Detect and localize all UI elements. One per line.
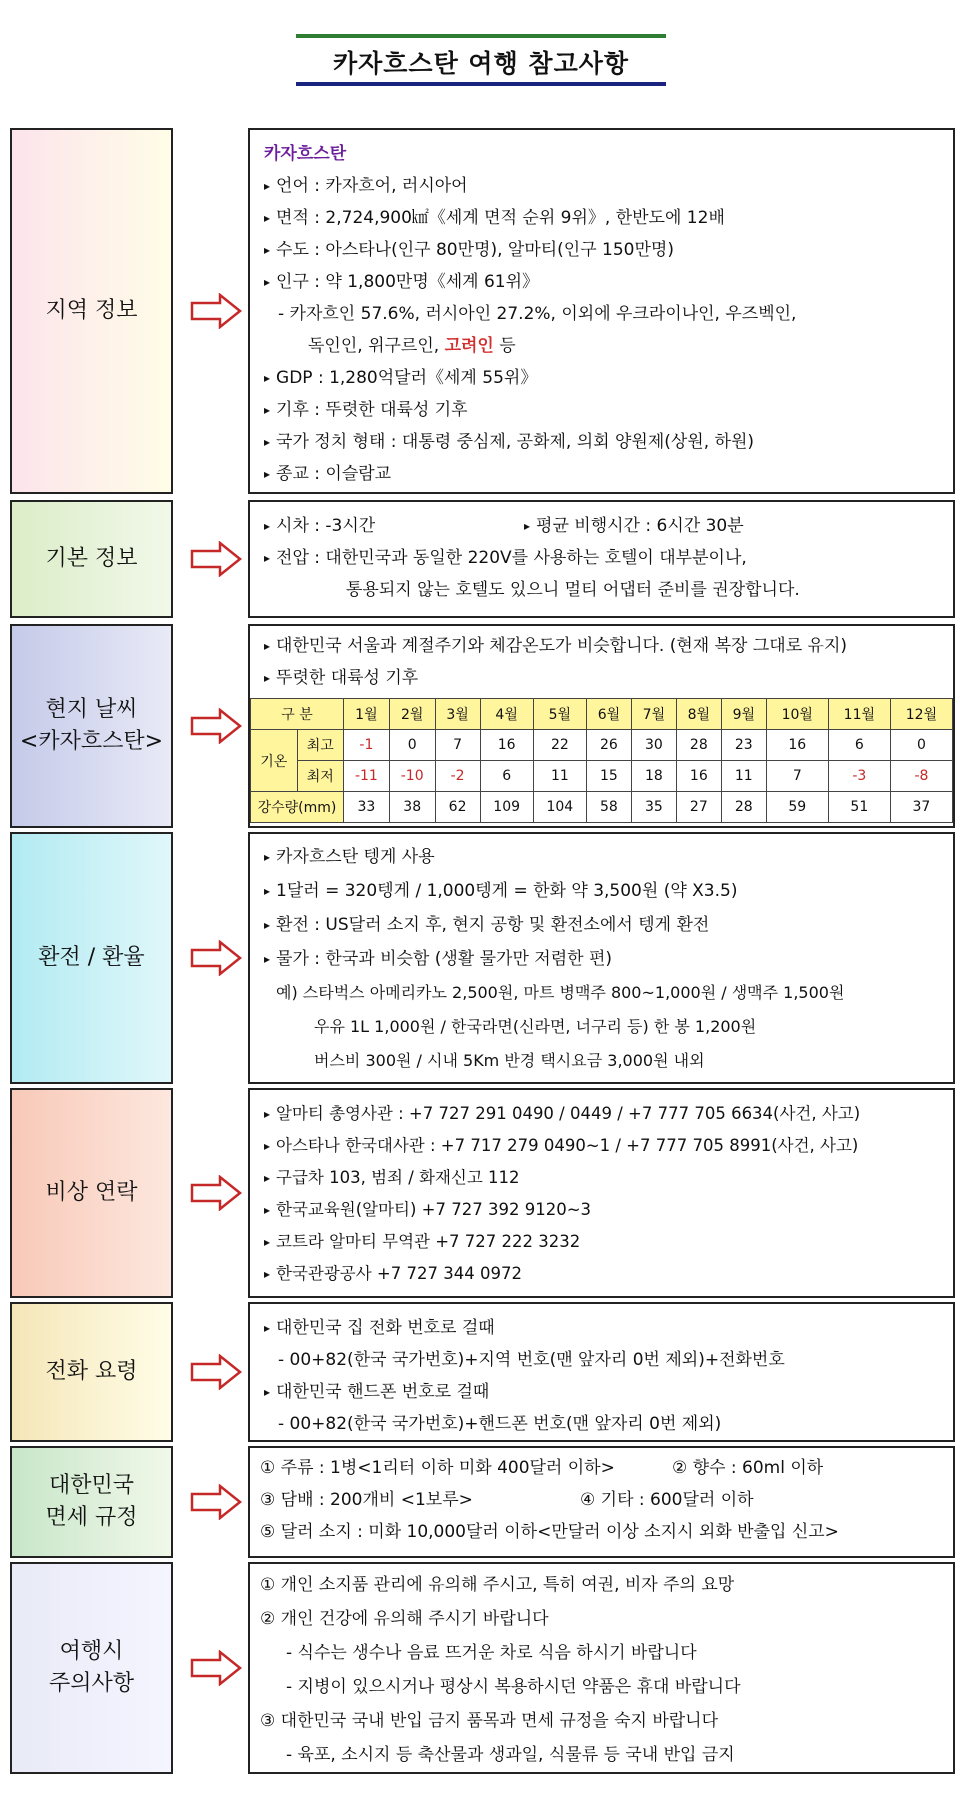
section-label-caution: 여행시 주의사항 — [10, 1562, 173, 1774]
emergency-tourism: ▸ 한국관광공사 +7 727 344 0972 — [264, 1258, 943, 1290]
ethnic-text-c: 등 — [499, 336, 516, 356]
region-climate: ▸ 기후 : 뚜렷한 대륙성 기후 — [264, 394, 943, 426]
min-cell: 18 — [631, 761, 676, 792]
ethnic-text-a: 독인인, 위구르인, — [308, 336, 440, 356]
max-cell: -1 — [344, 730, 390, 761]
min-cell: 6 — [480, 761, 533, 792]
rain-cell: 59 — [766, 792, 828, 823]
max-cell: 26 — [586, 730, 631, 761]
duty-perfume: ② 향수 : 60ml 이하 — [672, 1458, 824, 1478]
rain-cell: 104 — [533, 792, 586, 823]
section-label-emergency: 비상 연락 — [10, 1088, 173, 1298]
weather-col-label: 구 분 — [251, 699, 344, 730]
duty-tobacco: ③ 담배 : 200개비 <1보루> — [260, 1490, 473, 1510]
section-label-weather: 현지 날씨 <카자흐스탄> — [10, 624, 173, 828]
page-title-block — [296, 34, 666, 86]
rain-cell: 33 — [344, 792, 390, 823]
month-header: 5월 — [533, 699, 586, 730]
max-cell: 30 — [631, 730, 676, 761]
rain-cell: 58 — [586, 792, 631, 823]
basic-time-row — [264, 510, 943, 542]
month-header: 3월 — [435, 699, 480, 730]
basic-voltage-line2: 통용되지 않는 호텔도 있으니 멀티 어댑터 준비를 권장합니다. — [346, 580, 800, 600]
temp-label: 기온 — [251, 730, 298, 792]
weather-line1: ▸ 대한민국 서울과 계절주기와 체감온도가 비슷합니다. (현재 복장 그대로 유지) — [264, 630, 943, 662]
caution-medicine: - 지병이 있으시거나 평상시 복용하시던 약품은 휴대 바랍니다 — [286, 1677, 741, 1697]
basic-time-difference: ▸ 시차 : -3시간 — [264, 510, 524, 542]
rain-cell: 62 — [435, 792, 480, 823]
duty-alcohol: ① 주류 : 1병<1리터 이하 미화 400달러 이하> — [260, 1458, 615, 1478]
rain-cell: 109 — [480, 792, 533, 823]
arrow-right-icon — [190, 940, 242, 976]
section-content-weather — [248, 624, 955, 828]
section-weather — [10, 624, 955, 828]
weather-max-row — [251, 730, 953, 761]
rain-cell: 37 — [890, 792, 952, 823]
rain-cell: 28 — [721, 792, 766, 823]
duty-row1 — [260, 1452, 943, 1484]
emergency-kotra: ▸ 코트라 알마티 무역관 +7 727 222 3232 — [264, 1226, 943, 1258]
phone-mobile-format: - 00+82(한국 국가번호)+핸드폰 번호(맨 앞자리 0번 제외) — [278, 1414, 722, 1434]
min-cell: 15 — [586, 761, 631, 792]
phone-landline-format: - 00+82(한국 국가번호)+지역 번호(맨 앞자리 0번 제외)+전화번호 — [278, 1350, 785, 1370]
rain-cell: 38 — [389, 792, 435, 823]
min-cell: -3 — [828, 761, 890, 792]
month-header: 6월 — [586, 699, 631, 730]
arrow-right-icon — [190, 708, 242, 744]
arrow-right-icon — [190, 1354, 242, 1390]
weather-line2: ▸ 뚜렷한 대륙성 기후 — [264, 662, 943, 694]
title-bottom-rule — [296, 82, 666, 86]
region-gdp: ▸ GDP : 1,280억달러《세계 55위》 — [264, 362, 943, 394]
basic-flight-time: ▸ 평균 비행시간 : 6시간 30분 — [524, 516, 744, 536]
month-header: 2월 — [389, 699, 435, 730]
max-cell: 7 — [435, 730, 480, 761]
section-duty-free — [10, 1446, 955, 1558]
title-top-rule — [296, 34, 666, 38]
section-phone — [10, 1302, 955, 1442]
min-cell: 11 — [721, 761, 766, 792]
caution-health: ② 개인 건강에 유의해 주시기 바랍니다 — [260, 1609, 549, 1629]
month-header: 11월 — [828, 699, 890, 730]
section-content-basic — [248, 500, 955, 618]
exchange-example2: 우유 1L 1,000원 / 한국라면(신라면, 너구리 등) 한 봉 1,200원 — [314, 1017, 757, 1036]
min-cell: 11 — [533, 761, 586, 792]
max-cell: 22 — [533, 730, 586, 761]
exchange-example1: 예) 스타벅스 아메리카노 2,500원, 마트 병맥주 800~1,000원 / 생맥주 1,500원 — [276, 983, 845, 1002]
rain-label: 강수량(mm) — [251, 792, 344, 823]
max-cell: 6 — [828, 730, 890, 761]
min-cell: -10 — [389, 761, 435, 792]
caution-customs: ③ 대한민국 국내 반입 금지 품목과 면세 규정을 숙지 바랍니다 — [260, 1711, 719, 1731]
min-cell: 7 — [766, 761, 828, 792]
max-cell: 16 — [766, 730, 828, 761]
weather-header-row — [251, 699, 953, 730]
region-government: ▸ 국가 정치 형태 : 대통령 중심제, 공화제, 의회 양원제(상원, 하원) — [264, 426, 943, 458]
phone-landline-heading: ▸ 대한민국 집 전화 번호로 걸때 — [264, 1312, 943, 1344]
section-content-exchange — [248, 832, 955, 1084]
max-cell: 0 — [890, 730, 952, 761]
arrow-right-icon — [190, 541, 242, 577]
section-label-duty-free: 대한민국 면세 규정 — [10, 1446, 173, 1558]
section-content-region — [248, 128, 955, 494]
month-header: 4월 — [480, 699, 533, 730]
max-cell: 0 — [389, 730, 435, 761]
arrow-right-icon — [190, 1175, 242, 1211]
region-religion: ▸ 종교 : 이슬람교 — [264, 458, 943, 490]
phone-mobile-heading: ▸ 대한민국 핸드폰 번호로 걸때 — [264, 1376, 943, 1408]
exchange-line4: ▸ 물가 : 한국과 비슷함 (생활 물가만 저렴한 편) — [264, 942, 943, 976]
duty-cash: ⑤ 달러 소지 : 미화 10,000달러 이하<만달러 이상 소지시 외화 반출입 신고> — [260, 1522, 839, 1542]
caution-belongings: ① 개인 소지품 관리에 유의해 주시고, 특히 여권, 비자 주의 요망 — [260, 1575, 735, 1595]
section-content-emergency — [248, 1088, 955, 1298]
min-cell: -8 — [890, 761, 952, 792]
caution-water: - 식수는 생수나 음료 뜨거운 차로 식음 하시기 바랍니다 — [286, 1643, 697, 1663]
section-label-basic: 기본 정보 — [10, 500, 173, 618]
duty-other: ④ 기타 : 600달러 이하 — [580, 1490, 754, 1510]
region-language: ▸ 언어 : 카자흐어, 러시아어 — [264, 170, 943, 202]
min-label: 최저 — [297, 761, 344, 792]
arrow-right-icon — [190, 1484, 242, 1520]
month-header: 9월 — [721, 699, 766, 730]
section-content-duty-free — [248, 1446, 955, 1558]
region-ethnic-line1: - 카자흐인 57.6%, 러시아인 27.2%, 이외에 우크라이나인, 우즈벡인, — [278, 304, 797, 324]
region-ethnic-line2 — [264, 330, 943, 362]
section-content-caution — [248, 1562, 955, 1774]
month-header: 7월 — [631, 699, 676, 730]
emergency-astana-embassy: ▸ 아스타나 한국대사관 : +7 717 279 0490~1 / +7 777 705 8991(사건, 사고) — [264, 1130, 943, 1162]
rain-cell: 51 — [828, 792, 890, 823]
caution-prohibited-items: - 육포, 소시지 등 축산물과 생과일, 식물류 등 국내 반입 금지 — [286, 1745, 735, 1765]
min-cell: -11 — [344, 761, 390, 792]
emergency-ambulance: ▸ 구급차 103, 범죄 / 화재신고 112 — [264, 1162, 943, 1194]
exchange-line3: ▸ 환전 : US달러 소지 후, 현지 공항 및 환전소에서 텡게 환전 — [264, 908, 943, 942]
exchange-line1: ▸ 카자흐스탄 텡게 사용 — [264, 840, 943, 874]
month-header: 10월 — [766, 699, 828, 730]
emergency-education-center: ▸ 한국교육원(알마티) +7 727 392 9120~3 — [264, 1194, 943, 1226]
max-cell: 23 — [721, 730, 766, 761]
min-cell: 16 — [676, 761, 721, 792]
section-label-phone: 전화 요령 — [10, 1302, 173, 1442]
region-area: ▸ 면적 : 2,724,900㎢《세계 면적 순위 9위》, 한반도에 12배 — [264, 202, 943, 234]
duty-row2 — [260, 1484, 943, 1516]
page-title: 카자흐스탄 여행 참고사항 — [332, 49, 630, 78]
weather-rain-row — [251, 792, 953, 823]
max-label: 최고 — [297, 730, 344, 761]
section-label-region: 지역 정보 — [10, 128, 173, 494]
section-basic — [10, 500, 955, 618]
month-header: 8월 — [676, 699, 721, 730]
month-header: 1월 — [344, 699, 390, 730]
ethnic-highlight-goryeoin: 고려인 — [444, 336, 494, 356]
arrow-right-icon — [190, 293, 242, 329]
section-exchange — [10, 832, 955, 1084]
rain-cell: 27 — [676, 792, 721, 823]
min-cell: -2 — [435, 761, 480, 792]
rain-cell: 35 — [631, 792, 676, 823]
month-header: 12월 — [890, 699, 952, 730]
section-content-phone — [248, 1302, 955, 1442]
section-region — [10, 128, 955, 494]
weather-table — [250, 698, 953, 823]
region-capital: ▸ 수도 : 아스타나(인구 80만명), 알마티(인구 150만명) — [264, 234, 943, 266]
arrow-right-icon — [190, 1650, 242, 1686]
weather-min-row — [251, 761, 953, 792]
region-heading: 카자흐스탄 — [264, 144, 347, 164]
emergency-almaty-consulate: ▸ 알마티 총영사관 : +7 727 291 0490 / 0449 / +7 777 705 6634(사건, 사고) — [264, 1098, 943, 1130]
exchange-line2: ▸ 1달러 = 320텡게 / 1,000텡게 = 한화 약 3,500원 (약 X3.5) — [264, 874, 943, 908]
section-emergency — [10, 1088, 955, 1298]
max-cell: 28 — [676, 730, 721, 761]
exchange-example3: 버스비 300원 / 시내 5Km 반경 택시요금 3,000원 내외 — [314, 1051, 705, 1070]
basic-voltage-line1: ▸ 전압 : 대한민국과 동일한 220V를 사용하는 호텔이 대부분이나, — [264, 542, 943, 574]
region-population: ▸ 인구 : 약 1,800만명《세계 61위》 — [264, 266, 943, 298]
section-label-exchange: 환전 / 환율 — [10, 832, 173, 1084]
max-cell: 16 — [480, 730, 533, 761]
section-caution — [10, 1562, 955, 1774]
